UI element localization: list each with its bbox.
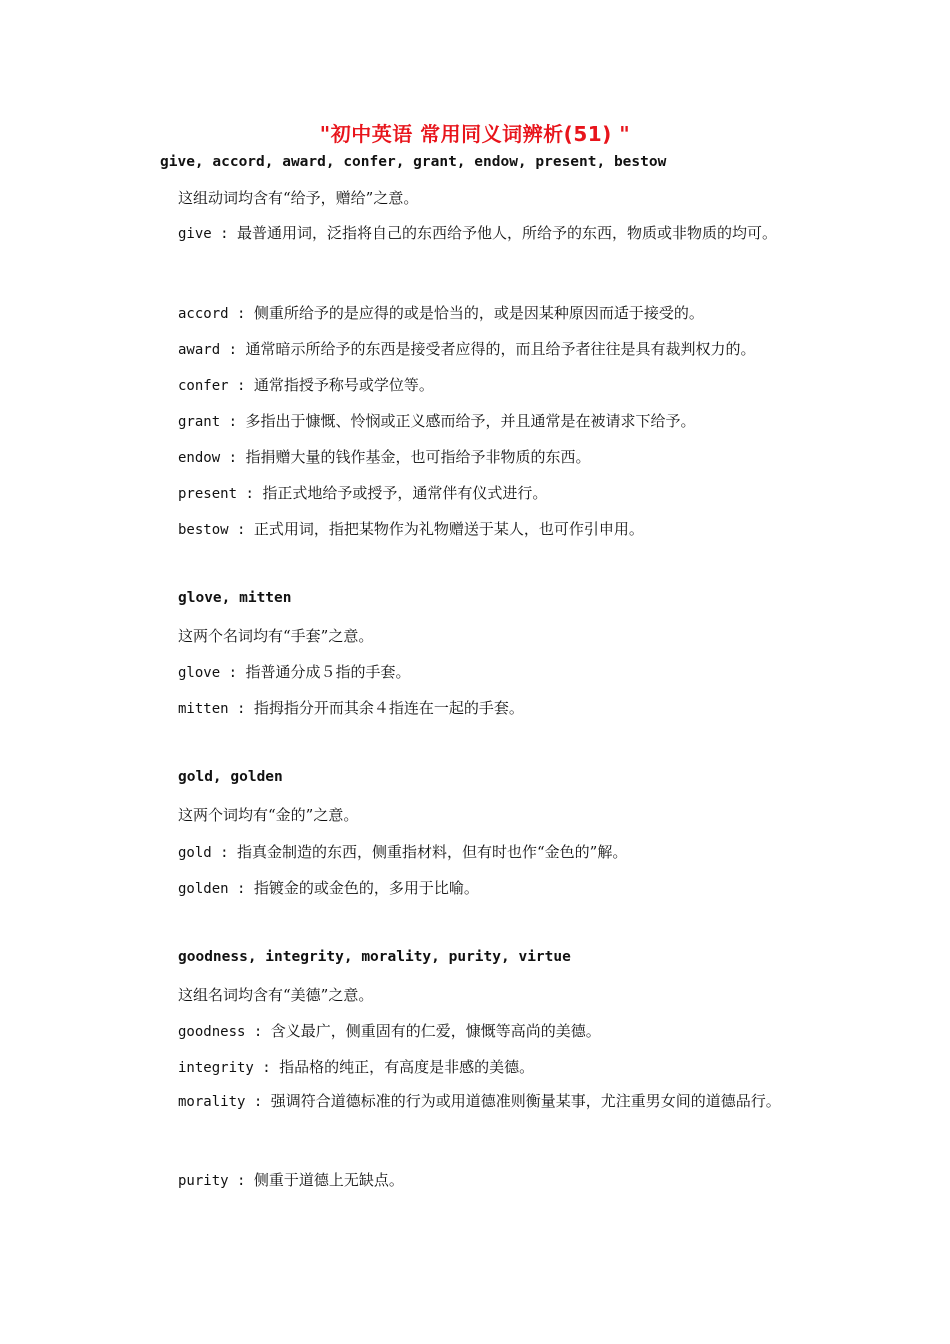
definition-entry — [145, 214, 810, 253]
entry-separator: : — [245, 1024, 271, 1040]
definition-entry — [178, 446, 590, 467]
word-group-heading: gold, golden — [178, 769, 283, 785]
definition-entry — [178, 374, 434, 395]
entry-separator: : — [211, 226, 238, 242]
entry-separator: : — [220, 665, 246, 681]
entry-separator: : — [228, 1173, 254, 1189]
entry-term: morality — [178, 1094, 246, 1110]
entry-definition: 指拇指分开而其余４指连在一起的手套。 — [253, 699, 524, 717]
entry-definition: 指正式地给予或授予，通常伴有仪式进行。 — [262, 484, 548, 502]
entry-separator: : — [220, 414, 246, 430]
definition-entry — [178, 1020, 601, 1041]
entry-definition: 侧重于道德上无缺点。 — [253, 1171, 404, 1189]
entry-term: goodness — [178, 1024, 246, 1040]
entry-term: award — [178, 342, 221, 358]
entry-term: give — [178, 226, 212, 242]
entry-definition: 强调符合道德标准的行为或用道德准则衡量某事，尤注重男女间的道德品行。 — [270, 1092, 781, 1110]
entry-term: endow — [178, 450, 221, 466]
group-intro: 这两个词均有“金的”之意。 — [178, 806, 359, 824]
entry-term: glove — [178, 665, 221, 681]
entry-separator: : — [228, 306, 254, 322]
entry-definition: 最普通用词，泛指将自己的东西给予他人，所给予的东西，物质或非物质的均可。 — [237, 224, 778, 242]
entry-term: gold — [178, 845, 212, 861]
word-group-heading: glove, mitten — [178, 590, 292, 606]
group-intro: 这两个名词均有“手套”之意。 — [178, 627, 374, 645]
entry-definition: 通常指授予称号或学位等。 — [253, 376, 434, 394]
entry-separator: : — [245, 1094, 271, 1110]
entry-definition: 多指出于慷慨、怜悯或正义感而给予，并且通常是在被请求下给予。 — [245, 412, 696, 430]
definition-entry — [178, 482, 547, 503]
definition-entry — [178, 877, 479, 898]
entry-separator: : — [228, 881, 254, 897]
entry-definition: 正式用词，指把某物作为礼物赠送于某人，也可作引申用。 — [253, 520, 644, 538]
entry-term: integrity — [178, 1060, 254, 1076]
definition-entry — [178, 697, 524, 718]
entry-term: present — [178, 486, 238, 502]
definition-entry — [178, 841, 627, 862]
definition-entry — [178, 518, 644, 539]
entry-separator: : — [220, 342, 246, 358]
entry-separator: : — [237, 486, 263, 502]
word-group-heading: goodness, integrity, morality, purity, virtue — [178, 949, 571, 965]
entry-definition: 含义最广，侧重固有的仁爱，慷慨等高尚的美德。 — [270, 1022, 601, 1040]
entry-definition: 通常暗示所给予的东西是接受者应得的，而且给予者往往是具有裁判权力的。 — [245, 340, 756, 358]
definition-entry — [178, 410, 695, 431]
entry-separator: : — [211, 845, 238, 861]
entry-term: purity — [178, 1173, 229, 1189]
entry-definition: 指普通分成５指的手套。 — [245, 663, 411, 681]
entry-separator: : — [228, 522, 254, 538]
page-title: "初中英语 常用同义词辨析(51) " — [319, 122, 631, 146]
entry-separator: : — [253, 1060, 280, 1076]
entry-term: accord — [178, 306, 229, 322]
entry-definition: 指真金制造的东西，侧重指材料，但有时也作“金色的”解。 — [237, 843, 628, 861]
entry-term: bestow — [178, 522, 229, 538]
entry-separator: : — [228, 378, 254, 394]
entry-definition: 指品格的纯正，有高度是非感的美德。 — [279, 1058, 535, 1076]
definition-entry — [178, 1169, 404, 1190]
group-intro: 这组名词均含有“美德”之意。 — [178, 986, 374, 1004]
word-group-heading: give, accord, award, confer, grant, endow, present, bestow — [160, 154, 667, 170]
definition-entry — [178, 338, 755, 359]
entry-term: confer — [178, 378, 229, 394]
group-intro: 这组动词均含有“给予，赠给”之意。 — [178, 189, 419, 207]
entry-term: golden — [178, 881, 229, 897]
entry-separator: : — [228, 701, 254, 717]
definition-entry — [178, 1056, 534, 1077]
definition-entry — [178, 302, 704, 323]
entry-definition: 侧重所给予的是应得的或是恰当的，或是因某种原因而适于接受的。 — [253, 304, 704, 322]
entry-separator: : — [220, 450, 246, 466]
entry-term: grant — [178, 414, 221, 430]
entry-definition: 指捐赠大量的钱作基金，也可指给予非物质的东西。 — [245, 448, 591, 466]
entry-definition: 指镀金的或金色的，多用于比喻。 — [253, 879, 479, 897]
definition-entry — [145, 1082, 810, 1121]
definition-entry — [178, 661, 410, 682]
entry-term: mitten — [178, 701, 229, 717]
